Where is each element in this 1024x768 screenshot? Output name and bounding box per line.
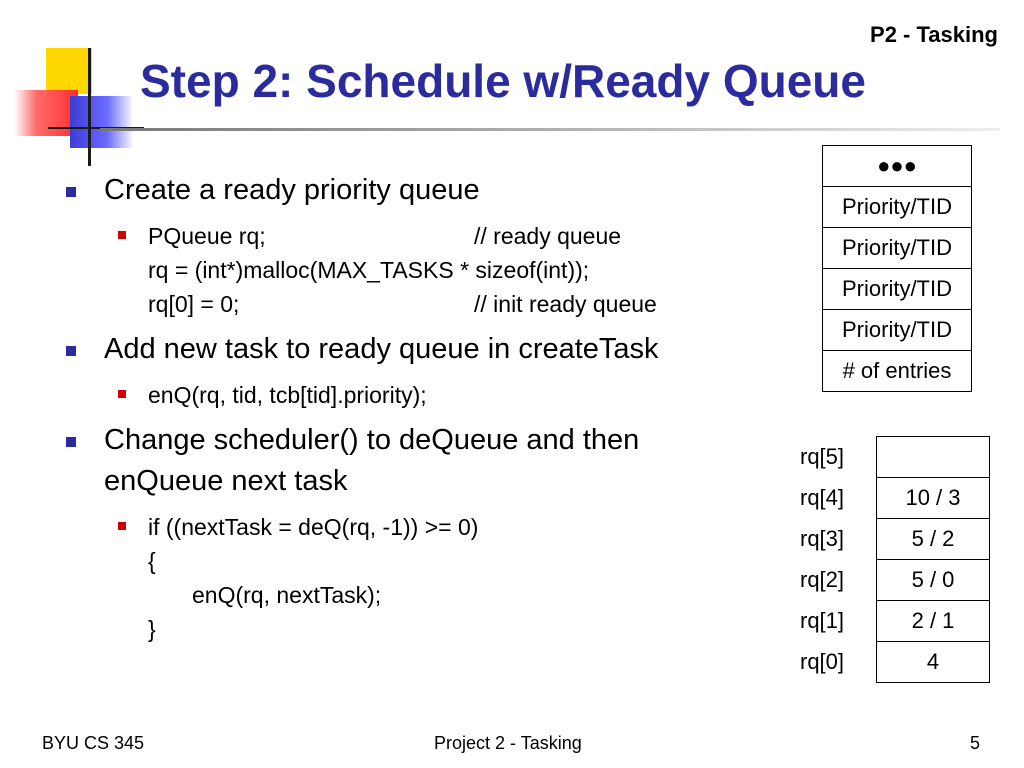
rq-index-label: rq[3] [800,526,845,551]
square-bullet-icon [66,187,76,197]
code-line: enQ(rq, tid, tcb[tid].priority); [148,382,427,408]
bullet-1-text: Create a ready priority queue [104,174,480,206]
slide-title: Step 2: Schedule w/Ready Queue [140,55,866,107]
rq-index-label: rq[1] [800,608,845,633]
table-cell: Priority/TID [823,228,972,269]
bullet-2-text: Add new task to ready queue in createTask [104,333,659,365]
square-bullet-icon [66,437,76,447]
bullet-3-text-line2: enQueue next task [104,465,348,497]
logo-blue-square [70,96,132,148]
logo-yellow-square [46,48,92,94]
slide-body [62,170,782,654]
table-cell: Priority/TID [823,187,972,228]
bullet-1-sub [62,219,782,321]
code-comment: // ready queue [474,223,622,249]
table-row [800,642,990,683]
rq-index-label: rq[5] [800,444,845,469]
table-cell: Priority/TID [823,310,972,351]
small-square-bullet-icon [118,522,126,530]
square-bullet-icon [66,346,76,356]
code-comment: // init ready queue [474,291,657,317]
table-row [800,437,990,478]
table-row [800,478,990,519]
code-line: rq = (int*)malloc(MAX_TASKS * sizeof(int)); [148,257,590,283]
footer-course: BYU CS 345 [42,733,145,753]
bullet-1 [62,170,782,211]
rq-index-label: rq[4] [800,485,845,510]
queue-structure-table [822,145,972,392]
bullet-3-text-line1: Change scheduler() to deQueue and then [104,424,640,456]
table-cell: # of entries [823,351,972,392]
title-underline [100,128,1000,131]
bullet-2 [62,329,782,370]
table-cell: ●●● [823,146,972,187]
table-row [800,560,990,601]
rq-array-table [800,436,990,683]
code-line: enQ(rq, nextTask); [192,582,382,608]
rq-index-label: rq[2] [800,567,845,592]
rq-value-cell: 5 / 0 [877,560,990,601]
logo-vertical-line [88,48,91,166]
rq-value-cell: 5 / 2 [877,519,990,560]
code-line: if ((nextTask = deQ(rq, -1)) >= 0) [148,514,479,540]
rq-value-cell: 10 / 3 [877,478,990,519]
rq-value-cell: 2 / 1 [877,601,990,642]
small-square-bullet-icon [118,390,126,398]
small-square-bullet-icon [118,231,126,239]
code-line: PQueue rq; // ready queue [148,219,782,253]
table-row [800,519,990,560]
table-cell: Priority/TID [823,269,972,310]
page-number: 5 [970,733,981,753]
bullet-3-sub [62,510,782,646]
rq-value-cell [877,437,990,478]
bullet-2-sub [62,378,782,412]
code-line: rq[0] = 0; // init ready queue [148,287,782,321]
corner-label: P2 - Tasking [870,22,998,47]
table-row [800,601,990,642]
bullet-3 [62,420,782,502]
footer-title: Project 2 - Tasking [434,733,582,753]
code-line: { [148,548,156,574]
rq-index-label: rq[0] [800,649,845,674]
code-line: } [148,616,156,642]
rq-value-cell: 4 [877,642,990,683]
logo-red-square [14,90,78,136]
